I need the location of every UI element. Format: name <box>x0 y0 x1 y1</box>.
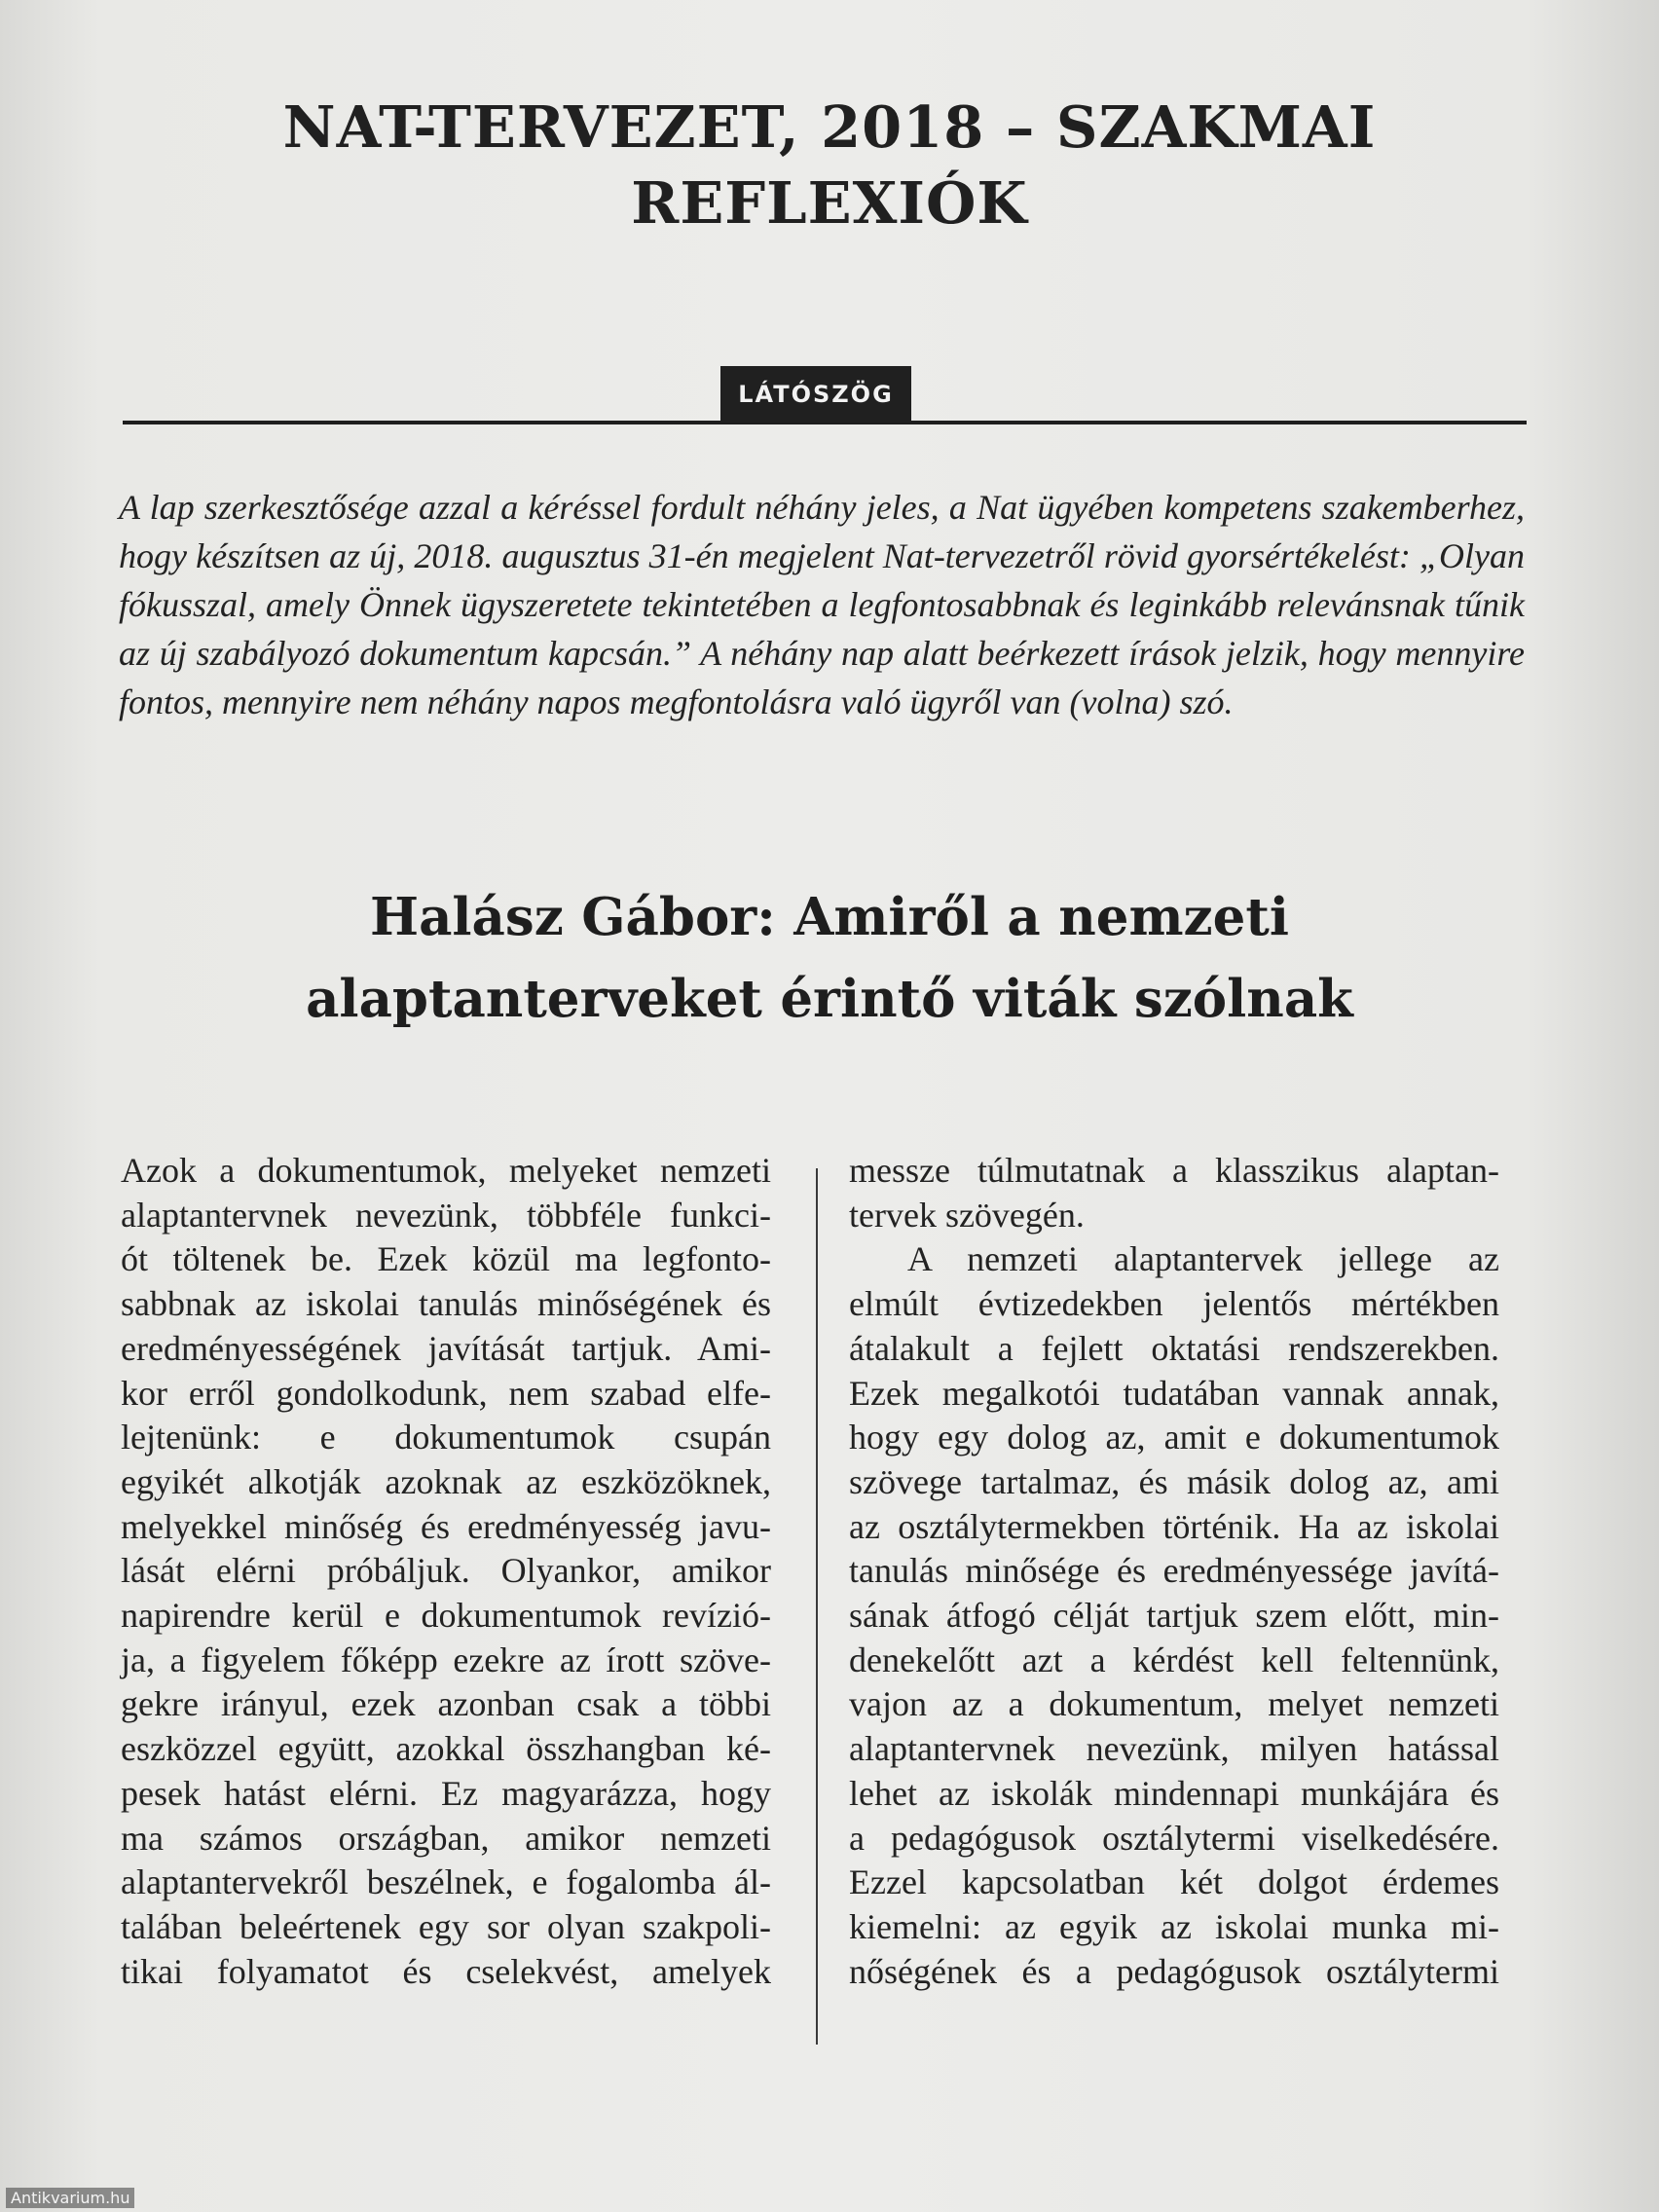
text-line: sának átfogó célját tartjuk szem előtt, min- <box>849 1596 1499 1636</box>
text-line: alaptantervnek nevezünk, milyen hatással <box>849 1729 1499 1769</box>
text-line: A nemzeti alaptantervek jellege az <box>907 1239 1499 1279</box>
text-line: messze túlmutatnak a klasszikus alaptan- <box>849 1151 1499 1190</box>
text-line: tanulás minősége és eredményessége javítá- <box>849 1551 1499 1591</box>
text-line: ót töltenek be. Ezek közül ma legfonto- <box>121 1239 771 1279</box>
column-divider <box>816 1168 818 2045</box>
text-line: Azok a dokumentumok, melyeket nemzeti <box>121 1151 771 1190</box>
section-tag: LÁTÓSZÖG <box>720 366 911 423</box>
right-column-paragraph <box>849 1237 1499 1994</box>
article-title: Halász Gábor: Amiről a nemzeti alaptanterveket érintő viták szólnak <box>306 887 1353 1029</box>
text-line: Ezek megalkotói tudatában vannak annak, <box>849 1373 1499 1413</box>
text-line: tervek szövegén. <box>849 1195 1085 1235</box>
text-line: vajon az a dokumentum, melyet nemzeti <box>849 1684 1499 1724</box>
text-line: tikai folyamatot és cselekvést, amelyek <box>121 1951 771 1991</box>
text-line: nőségének és a pedagógusok osztálytermi <box>849 1951 1499 1991</box>
page-title: NAT-TERVEZET, 2018 – SZAKMAI REFLEXIÓK <box>282 93 1377 237</box>
text-line: a pedagógusok osztálytermi viselkedésére. <box>849 1818 1499 1858</box>
text-line: lejtenünk: e dokumentumok csupán <box>121 1418 771 1457</box>
text-line: hogy egy dolog az, amit e dokumentumok <box>849 1418 1499 1457</box>
text-line: Ezzel kapcsolatban két dolgot érdemes <box>849 1862 1499 1902</box>
text-line: átalakult a fejlett oktatási rendszerekben. <box>849 1328 1499 1368</box>
text-line: eszközzel együtt, azokkal összhangban ké- <box>121 1729 771 1769</box>
text-line: alaptantervekről beszélnek, e fogalomba ál- <box>121 1862 771 1902</box>
text-line: napirendre kerül e dokumentumok revízió- <box>121 1596 771 1636</box>
text-line: ja, a figyelem főképp ezekre az írott szöve- <box>121 1640 771 1679</box>
intro-paragraph: A lap szerkesztősége azzal a kéréssel fordult néhány jeles, a Nat ügyében kompetens szakemberhez, hogy készítsen az új, 2018. augusztus 31-én megjelent Nat-tervezetről rövid gyorsértékelést: „Olyan fókusszal, amely Önnek ügyszeretete tekintetében a legfontosabbnak és leginkább relevánsnak tűnik az új szabályozó dokumentum kapcsán.” A néhány nap alatt beérkezett írások jelzik, hogy mennyire fontos, mennyire nem néhány napos megfontolásra való ügyről van (volna) szó. <box>119 488 1525 721</box>
right-column <box>849 1149 1499 1994</box>
text-line: szövege tartalmaz, és másik dolog az, ami <box>849 1461 1499 1501</box>
text-line: kiemelni: az egyik az iskolai munka mi- <box>849 1906 1499 1946</box>
left-column-paragraph <box>121 1149 771 1994</box>
text-line: eredményességének javítását tartjuk. Ami- <box>121 1328 771 1368</box>
text-line: kor erről gondolkodunk, nem szabad elfe- <box>121 1373 771 1413</box>
text-line: egyikét alkotják azoknak az eszközöknek, <box>121 1461 771 1501</box>
text-line: pesek hatást elérni. Ez magyarázza, hogy <box>121 1773 771 1813</box>
right-column-paragraph <box>849 1149 1499 1237</box>
text-line: denekelőtt azt a kérdést kell feltennünk, <box>849 1640 1499 1679</box>
text-line: sabbnak az iskolai tanulás minőségének és <box>121 1284 771 1324</box>
text-line: elmúlt évtizedekben jelentős mértékben <box>849 1284 1499 1324</box>
text-line: lehet az iskolák mindennapi munkájára és <box>849 1773 1499 1813</box>
text-line: talában beleértenek egy sor olyan szakpoli- <box>121 1906 771 1946</box>
left-column <box>121 1149 771 1994</box>
text-line: melyekkel minőség és eredményesség javu- <box>121 1506 771 1546</box>
watermark: Antikvarium.hu <box>6 2188 134 2208</box>
text-line: ma számos országban, amikor nemzeti <box>121 1818 771 1858</box>
text-line: lását elérni próbáljuk. Olyankor, amikor <box>121 1551 771 1591</box>
text-line: az osztálytermekben történik. Ha az iskolai <box>849 1506 1499 1546</box>
text-line: alaptantervnek nevezünk, többféle funkci- <box>121 1195 771 1235</box>
text-line: gekre irányul, ezek azonban csak a többi <box>121 1684 771 1724</box>
